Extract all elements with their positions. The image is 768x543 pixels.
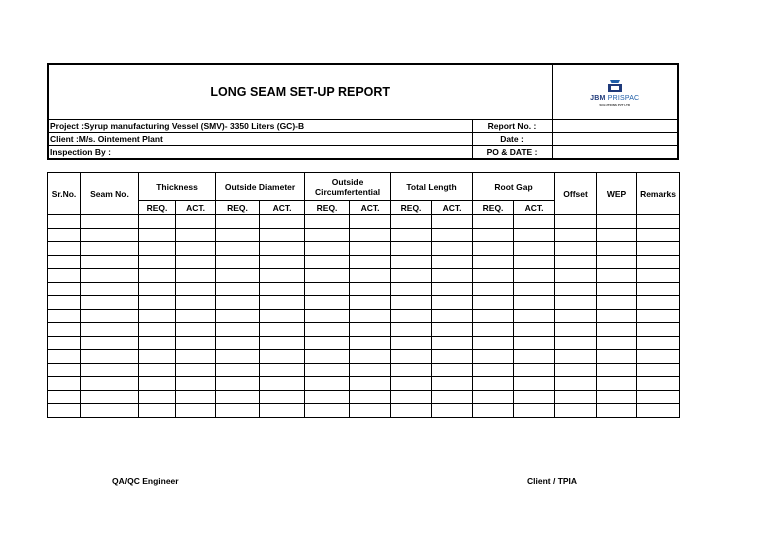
table-cell[interactable]	[139, 404, 176, 418]
table-row	[48, 390, 680, 404]
table-cell[interactable]	[139, 323, 176, 337]
table-cell[interactable]	[139, 350, 176, 364]
table-cell[interactable]	[597, 228, 637, 242]
table-cell[interactable]	[391, 296, 432, 310]
table-cell[interactable]	[48, 336, 81, 350]
table-cell[interactable]	[176, 390, 216, 404]
table-cell[interactable]	[260, 404, 305, 418]
table-cell[interactable]	[350, 404, 391, 418]
table-cell[interactable]	[176, 282, 216, 296]
table-cell[interactable]	[432, 336, 473, 350]
table-cell[interactable]	[216, 269, 260, 283]
table-cell[interactable]	[473, 377, 514, 391]
header-remarks: Remarks	[637, 173, 680, 215]
table-cell[interactable]	[391, 282, 432, 296]
table-cell[interactable]	[473, 215, 514, 229]
table-cell[interactable]	[391, 269, 432, 283]
report-no-value[interactable]	[552, 120, 678, 133]
table-cell[interactable]	[555, 269, 597, 283]
table-cell[interactable]	[139, 390, 176, 404]
header-outside-circumferential	[305, 173, 391, 201]
logo-brand: JBM	[590, 94, 606, 102]
table-cell[interactable]	[514, 363, 555, 377]
table-cell[interactable]	[48, 323, 81, 337]
table-row	[48, 323, 680, 337]
table-cell[interactable]	[555, 228, 597, 242]
table-cell[interactable]	[81, 363, 139, 377]
table-cell[interactable]	[555, 323, 597, 337]
table-row	[48, 228, 680, 242]
table-cell[interactable]	[473, 350, 514, 364]
table-cell[interactable]	[305, 390, 350, 404]
subheader-cell: REQ.	[216, 201, 260, 215]
table-cell[interactable]	[597, 363, 637, 377]
table-cell[interactable]	[473, 242, 514, 256]
table-cell[interactable]	[350, 269, 391, 283]
table-cell[interactable]	[305, 323, 350, 337]
table-cell[interactable]	[473, 390, 514, 404]
table-cell[interactable]	[350, 242, 391, 256]
signature-qaqc-engineer: QA/QC Engineer	[112, 476, 179, 486]
table-cell[interactable]	[305, 255, 350, 269]
table-cell[interactable]	[637, 377, 680, 391]
table-cell[interactable]	[305, 336, 350, 350]
table-cell[interactable]	[432, 242, 473, 256]
table-cell[interactable]	[514, 296, 555, 310]
company-logo	[552, 64, 678, 120]
po-date-value[interactable]	[552, 146, 678, 160]
table-cell[interactable]	[391, 377, 432, 391]
table-cell[interactable]	[432, 282, 473, 296]
table-cell[interactable]	[139, 269, 176, 283]
table-cell[interactable]	[176, 350, 216, 364]
table-cell[interactable]	[48, 363, 81, 377]
table-cell[interactable]	[597, 336, 637, 350]
po-date-label: PO & DATE :	[472, 146, 552, 160]
table-cell[interactable]	[81, 228, 139, 242]
table-cell[interactable]	[48, 296, 81, 310]
table-cell[interactable]	[597, 269, 637, 283]
table-cell[interactable]	[176, 228, 216, 242]
subheader-cell: ACT.	[260, 201, 305, 215]
table-cell[interactable]	[473, 363, 514, 377]
table-row	[48, 269, 680, 283]
table-cell[interactable]	[216, 242, 260, 256]
table-cell[interactable]	[260, 282, 305, 296]
table-cell[interactable]	[139, 309, 176, 323]
table-cell[interactable]	[473, 282, 514, 296]
table-cell[interactable]	[176, 215, 216, 229]
table-cell[interactable]	[350, 390, 391, 404]
table-row	[48, 336, 680, 350]
table-row	[48, 350, 680, 364]
table-cell[interactable]	[637, 363, 680, 377]
table-cell[interactable]	[216, 255, 260, 269]
table-cell[interactable]	[48, 228, 81, 242]
table-cell[interactable]	[514, 228, 555, 242]
table-row	[48, 282, 680, 296]
table-cell[interactable]	[216, 404, 260, 418]
table-cell[interactable]	[350, 363, 391, 377]
table-cell[interactable]	[350, 309, 391, 323]
table-row	[48, 363, 680, 377]
table-cell[interactable]	[514, 350, 555, 364]
table-cell[interactable]	[48, 377, 81, 391]
table-cell[interactable]	[216, 377, 260, 391]
table-cell[interactable]	[350, 336, 391, 350]
subheader-cell: REQ.	[139, 201, 176, 215]
client-field: Client :M/s. Ointement Plant	[48, 133, 472, 146]
table-cell[interactable]	[597, 215, 637, 229]
table-cell[interactable]	[391, 363, 432, 377]
table-cell[interactable]	[216, 390, 260, 404]
report-no-label: Report No. :	[472, 120, 552, 133]
header-offset: Offset	[555, 173, 597, 215]
table-cell[interactable]	[597, 255, 637, 269]
table-cell[interactable]	[637, 255, 680, 269]
table-cell[interactable]	[216, 363, 260, 377]
table-cell[interactable]	[48, 390, 81, 404]
table-cell[interactable]	[216, 323, 260, 337]
table-cell[interactable]	[305, 282, 350, 296]
table-cell[interactable]	[637, 269, 680, 283]
subheader-cell: ACT.	[350, 201, 391, 215]
table-cell[interactable]	[350, 215, 391, 229]
table-cell[interactable]	[48, 255, 81, 269]
table-cell[interactable]	[391, 255, 432, 269]
table-cell[interactable]	[514, 255, 555, 269]
table-row	[48, 309, 680, 323]
logo-tagline: SOLUTIONS PVT LTD	[599, 102, 631, 107]
table-cell[interactable]	[48, 269, 81, 283]
table-cell[interactable]	[350, 228, 391, 242]
table-cell[interactable]	[305, 377, 350, 391]
table-cell[interactable]	[81, 215, 139, 229]
table-cell[interactable]	[432, 404, 473, 418]
table-cell[interactable]	[555, 296, 597, 310]
table-cell[interactable]	[48, 309, 81, 323]
table-cell[interactable]	[637, 282, 680, 296]
table-cell[interactable]	[597, 390, 637, 404]
subheader-cell: ACT.	[176, 201, 216, 215]
header-outside-circ-line1: Outside	[331, 176, 364, 187]
seam-grid	[47, 172, 680, 418]
table-cell[interactable]	[81, 377, 139, 391]
table-cell[interactable]	[597, 242, 637, 256]
table-cell[interactable]	[305, 363, 350, 377]
table-cell[interactable]	[432, 377, 473, 391]
table-cell[interactable]	[176, 363, 216, 377]
table-cell[interactable]	[139, 336, 176, 350]
table-cell[interactable]	[432, 215, 473, 229]
table-cell[interactable]	[305, 296, 350, 310]
table-cell[interactable]	[555, 336, 597, 350]
table-row	[48, 255, 680, 269]
table-cell[interactable]	[473, 309, 514, 323]
table-cell[interactable]	[597, 350, 637, 364]
table-cell[interactable]	[391, 228, 432, 242]
table-cell[interactable]	[48, 242, 81, 256]
table-cell[interactable]	[260, 255, 305, 269]
signature-client-tpia: Client / TPIA	[527, 476, 578, 486]
table-cell[interactable]	[637, 309, 680, 323]
table-cell[interactable]	[81, 242, 139, 256]
table-cell[interactable]	[260, 242, 305, 256]
table-cell[interactable]	[432, 363, 473, 377]
table-cell[interactable]	[176, 323, 216, 337]
table-cell[interactable]	[637, 215, 680, 229]
table-cell[interactable]	[305, 309, 350, 323]
date-label: Date :	[472, 133, 552, 146]
table-cell[interactable]	[597, 282, 637, 296]
table-cell[interactable]	[260, 228, 305, 242]
table-cell[interactable]	[514, 269, 555, 283]
table-cell[interactable]	[176, 309, 216, 323]
table-cell[interactable]	[432, 390, 473, 404]
table-cell[interactable]	[432, 350, 473, 364]
table-cell[interactable]	[350, 377, 391, 391]
table-cell[interactable]	[305, 215, 350, 229]
table-cell[interactable]	[139, 215, 176, 229]
table-cell[interactable]	[216, 350, 260, 364]
table-cell[interactable]	[260, 350, 305, 364]
table-cell[interactable]	[139, 228, 176, 242]
table-cell[interactable]	[350, 282, 391, 296]
table-cell[interactable]	[81, 390, 139, 404]
table-cell[interactable]	[473, 404, 514, 418]
table-cell[interactable]	[305, 350, 350, 364]
table-cell[interactable]	[555, 363, 597, 377]
report-header	[47, 63, 679, 160]
header-seam-no: Seam No.	[81, 173, 139, 215]
table-cell[interactable]	[81, 282, 139, 296]
table-cell[interactable]	[432, 309, 473, 323]
report-title: LONG SEAM SET-UP REPORT	[48, 64, 552, 120]
table-cell[interactable]	[139, 377, 176, 391]
table-cell[interactable]	[514, 309, 555, 323]
header-outside-circ-line2: Circumfertential	[314, 186, 381, 197]
table-row	[48, 377, 680, 391]
table-cell[interactable]	[514, 215, 555, 229]
table-cell[interactable]	[81, 309, 139, 323]
table-cell[interactable]	[391, 323, 432, 337]
table-cell[interactable]	[473, 323, 514, 337]
table-cell[interactable]	[139, 242, 176, 256]
table-cell[interactable]	[48, 282, 81, 296]
table-cell[interactable]	[176, 269, 216, 283]
table-cell[interactable]	[637, 350, 680, 364]
table-cell[interactable]	[260, 323, 305, 337]
table-cell[interactable]	[597, 404, 637, 418]
table-cell[interactable]	[432, 255, 473, 269]
header-total-length: Total Length	[391, 173, 473, 201]
logo-name: PRISPAC	[607, 94, 640, 102]
table-cell[interactable]	[216, 215, 260, 229]
table-cell[interactable]	[81, 269, 139, 283]
table-cell[interactable]	[350, 350, 391, 364]
table-cell[interactable]	[305, 242, 350, 256]
table-cell[interactable]	[637, 390, 680, 404]
subheader-cell: REQ.	[473, 201, 514, 215]
table-cell[interactable]	[305, 404, 350, 418]
table-cell[interactable]	[555, 377, 597, 391]
subheader-cell: REQ.	[391, 201, 432, 215]
box-logo-icon	[605, 78, 625, 94]
table-cell[interactable]	[473, 228, 514, 242]
table-cell[interactable]	[391, 390, 432, 404]
table-cell[interactable]	[391, 350, 432, 364]
table-cell[interactable]	[514, 282, 555, 296]
table-cell[interactable]	[260, 296, 305, 310]
table-cell[interactable]	[391, 215, 432, 229]
header-sr-no: Sr.No.	[48, 173, 81, 215]
table-cell[interactable]	[260, 390, 305, 404]
date-value[interactable]	[552, 133, 678, 146]
table-cell[interactable]	[637, 404, 680, 418]
table-cell[interactable]	[176, 255, 216, 269]
table-cell[interactable]	[48, 350, 81, 364]
table-cell[interactable]	[555, 350, 597, 364]
header-outside-diameter: Outside Diameter	[216, 173, 305, 201]
table-row	[48, 215, 680, 229]
table-cell[interactable]	[81, 336, 139, 350]
table-cell[interactable]	[81, 255, 139, 269]
table-cell[interactable]	[176, 296, 216, 310]
table-cell[interactable]	[597, 377, 637, 391]
table-cell[interactable]	[514, 323, 555, 337]
table-cell[interactable]	[216, 282, 260, 296]
table-cell[interactable]	[81, 404, 139, 418]
table-cell[interactable]	[473, 255, 514, 269]
subheader-cell: ACT.	[514, 201, 555, 215]
table-cell[interactable]	[391, 242, 432, 256]
table-row	[48, 242, 680, 256]
header-root-gap: Root Gap	[473, 173, 555, 201]
table-cell[interactable]	[514, 242, 555, 256]
table-cell[interactable]	[637, 242, 680, 256]
table-cell[interactable]	[514, 377, 555, 391]
table-cell[interactable]	[260, 269, 305, 283]
table-cell[interactable]	[637, 323, 680, 337]
subheader-cell: ACT.	[432, 201, 473, 215]
table-cell[interactable]	[139, 363, 176, 377]
table-cell[interactable]	[176, 242, 216, 256]
table-cell[interactable]	[216, 296, 260, 310]
table-cell[interactable]	[260, 215, 305, 229]
table-cell[interactable]	[81, 296, 139, 310]
table-cell[interactable]	[555, 309, 597, 323]
table-cell[interactable]	[432, 228, 473, 242]
table-cell[interactable]	[597, 323, 637, 337]
table-cell[interactable]	[216, 336, 260, 350]
table-cell[interactable]	[555, 215, 597, 229]
table-cell[interactable]	[176, 404, 216, 418]
table-cell[interactable]	[350, 296, 391, 310]
table-cell[interactable]	[48, 404, 81, 418]
table-row	[48, 296, 680, 310]
table-cell[interactable]	[514, 390, 555, 404]
table-cell[interactable]	[597, 296, 637, 310]
table-cell[interactable]	[432, 296, 473, 310]
subheader-cell: REQ.	[305, 201, 350, 215]
table-cell[interactable]	[391, 404, 432, 418]
table-cell[interactable]	[555, 404, 597, 418]
table-cell[interactable]	[350, 323, 391, 337]
header-thickness: Thickness	[139, 173, 216, 201]
table-cell[interactable]	[81, 323, 139, 337]
table-cell[interactable]	[176, 336, 216, 350]
table-cell[interactable]	[260, 309, 305, 323]
table-cell[interactable]	[139, 255, 176, 269]
table-cell[interactable]	[305, 269, 350, 283]
table-cell[interactable]	[432, 269, 473, 283]
project-field: Project :Syrup manufacturing Vessel (SMV)- 3350 Liters (GC)-B	[48, 120, 472, 133]
table-cell[interactable]	[216, 228, 260, 242]
table-cell[interactable]	[514, 336, 555, 350]
table-cell[interactable]	[637, 336, 680, 350]
table-cell[interactable]	[473, 269, 514, 283]
table-cell[interactable]	[473, 296, 514, 310]
table-cell[interactable]	[473, 336, 514, 350]
table-cell[interactable]	[597, 309, 637, 323]
table-cell[interactable]	[637, 228, 680, 242]
table-cell[interactable]	[139, 282, 176, 296]
table-cell[interactable]	[514, 404, 555, 418]
table-cell[interactable]	[139, 296, 176, 310]
table-cell[interactable]	[432, 323, 473, 337]
table-cell[interactable]	[555, 255, 597, 269]
table-cell[interactable]	[555, 282, 597, 296]
table-cell[interactable]	[555, 390, 597, 404]
table-cell[interactable]	[48, 215, 81, 229]
table-cell[interactable]	[391, 309, 432, 323]
inspection-by-field: Inspection By :	[48, 146, 472, 160]
table-cell[interactable]	[350, 255, 391, 269]
table-cell[interactable]	[305, 228, 350, 242]
table-cell[interactable]	[260, 363, 305, 377]
table-cell[interactable]	[81, 350, 139, 364]
table-cell[interactable]	[391, 336, 432, 350]
table-row	[48, 404, 680, 418]
table-cell[interactable]	[260, 377, 305, 391]
header-wep: WEP	[597, 173, 637, 215]
table-cell[interactable]	[637, 296, 680, 310]
table-cell[interactable]	[260, 336, 305, 350]
table-cell[interactable]	[176, 377, 216, 391]
table-cell[interactable]	[216, 309, 260, 323]
table-cell[interactable]	[555, 242, 597, 256]
